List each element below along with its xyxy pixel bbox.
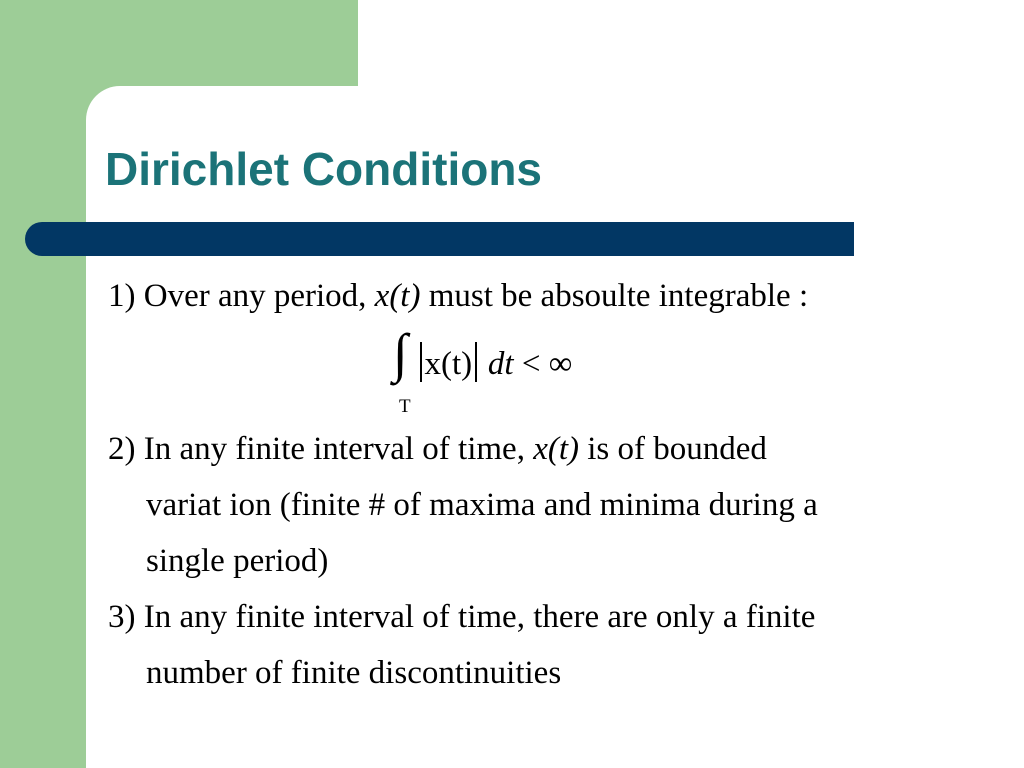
condition-1 [108, 278, 808, 315]
condition-3-line-2: number of finite discontinuities [146, 655, 562, 691]
condition-2-line-2: variat ion (finite # of maxima and minima during a [146, 487, 818, 523]
absolute-integrability-formula [393, 323, 613, 420]
condition-3-line-1: 3) In any finite interval of time, there are only a finite [108, 599, 816, 635]
condition-1-suffix: must be absoulte integrable : [420, 278, 809, 314]
formula-abs-argument: x(t) [424, 346, 473, 382]
slide-title: Dirichlet Conditions [105, 143, 542, 195]
condition-2-prefix: 2) In any finite interval of time, [108, 431, 534, 467]
condition-2-suffix: is of bounded [579, 431, 767, 467]
integral-symbol: ∫ [393, 323, 408, 383]
abs-bar-left [420, 342, 422, 382]
title-underline-bar [25, 222, 854, 256]
abs-bar-right [475, 342, 477, 382]
condition-1-variable: x(t) [374, 278, 421, 314]
formula-expression [417, 342, 572, 383]
integral-subscript: T [399, 396, 411, 417]
condition-2-variable: x(t) [533, 431, 579, 467]
formula-differential: dt [487, 346, 514, 382]
condition-2-line-1 [108, 431, 767, 468]
formula-inequality: < ∞ [513, 346, 573, 382]
condition-2-line-3: single period) [146, 543, 329, 579]
condition-1-prefix: 1) Over any period, [108, 278, 375, 314]
